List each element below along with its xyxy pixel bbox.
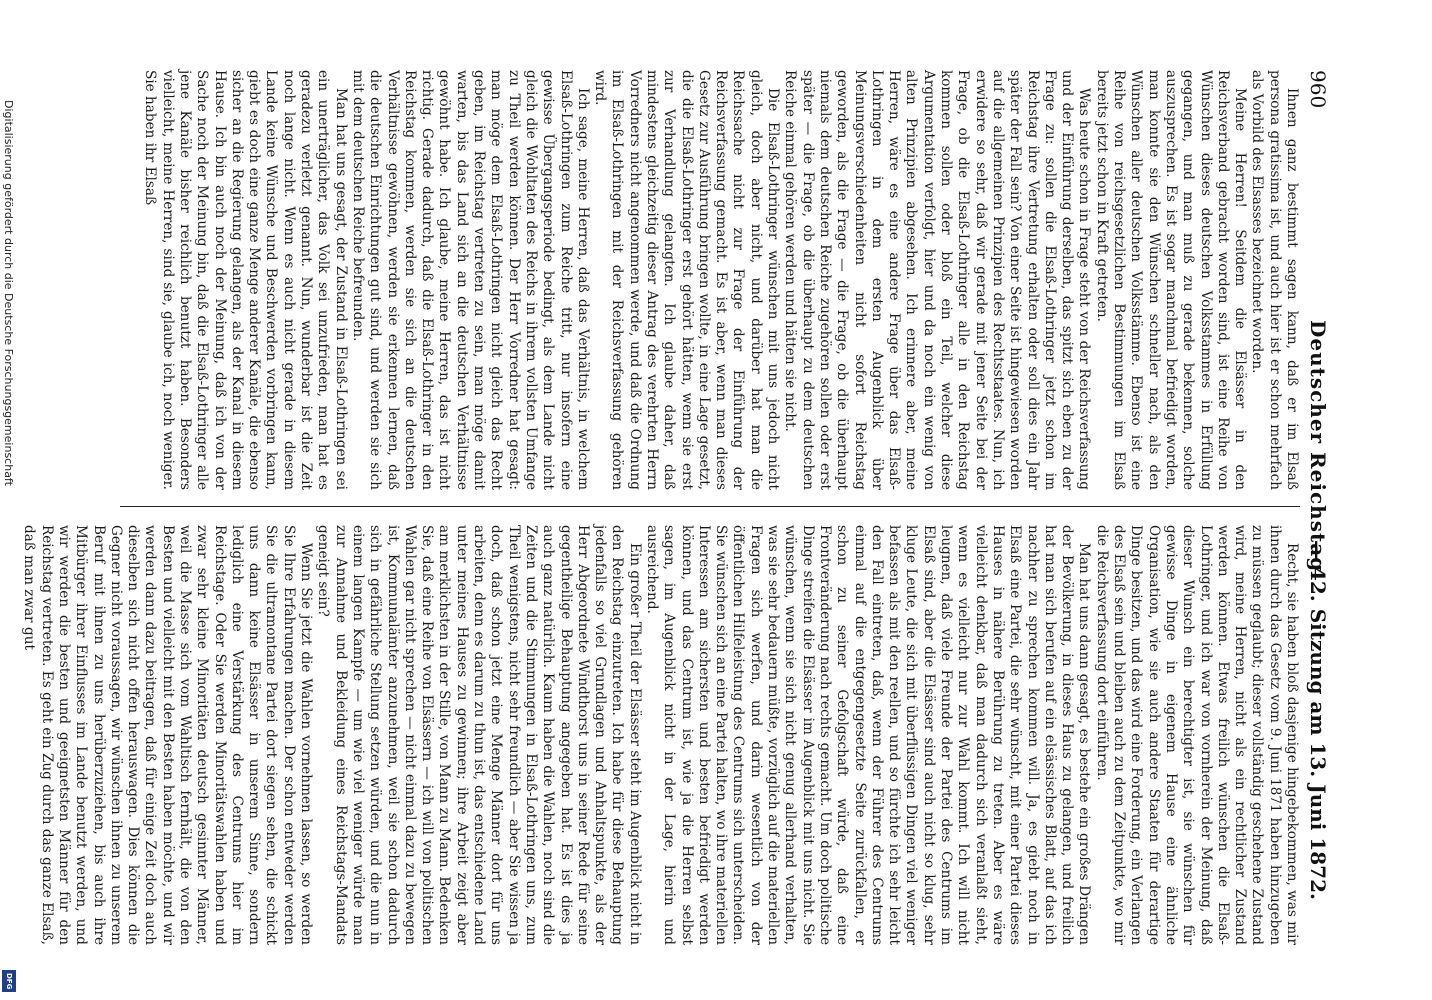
session-title: — 42. Sitzung am 13. Juni 1872. — [1306, 540, 1330, 900]
paragraph: Meine Herren! Seitdem die Elsässer in den Reichsverband gebracht worden sind, ist eine Reihe von Wünschen dieses deutschen Volksstammes in Erfüllung gegangen, und man muß zu gerade bekennen, solche auszusprechen. Es ist sogar manchmal befriedigt worden, man konnte sie den Wünschen schneller nach, als den Wünschen aller deutschen Volksstämme. Ebenso ist eine Reihe von reichsgesetzlichen Bestimmungen im Elsaß bereits jetzt schon in Kraft getreten. — [1093, 70, 1249, 490]
publication-title: Deutscher Reichstag. — [1306, 320, 1330, 581]
paragraph: Wenn Sie jetzt die Wahlen vornehmen lassen, so werden Sie Ihre Erfahrungen machen. Der schon entweder werden Sie die ultramontane Partei dort siegen sehen, die schickt uns dann keine Elsässer in unserem Sinne, sondern lediglich eine Verstärkung des Centrums hier im Reichstage. Oder Sie werden Minoritätswahlen haben und zwar sehr kleine Minoritäten deutsch gesinnter Männer, weil die Masse sich vom Wahltisch fernhält, die von den Besten und vielleicht mit den Besten haben möchte, und wir werden dann dazu beitragen, daß für einige Zeit doch auch dieselben sich nicht offen herauswagen. Dies können die Gegner nicht voraussagen, wir wünschen ihnen zu unserem Beruf mit ihnen zu uns herüberzuziehen, bis auch ihre Mitbürger ihrer Einflusses im Lande benutzt werden, und wir werden die besten und geeignetsten Männer für den Reichstag vertreten. Es geht ein Zug durch das ganze Elsaß, daß man zwar gut — [21, 525, 315, 945]
page-number: 960 — [1306, 70, 1330, 109]
paragraph: Die Elsaß-Lothringer wünschen mit uns jedoch nicht gleich, doch aber nicht, und darüber hat man die Reichssache nicht zur Frage der Einführung der Reichsverfassung gemacht. Es ist aber, wenn man dieses Gesetz zur Ausführung bringen wollte, in eine Lage gesetzt, die die Elsaß-Lothringer erst gehört hätten, wenn sie erst zur Verhandlung gelangten. Ich glaube daher, daß mindestens gleichzeitig dieser Antrag des verehrten Herrn Vorredners nicht angenommen werde, und daß die Ordnung im Elsaß-Lothringen mit der Reichsverfassung gehören wird. — [592, 70, 782, 490]
page-header — [1302, 70, 1330, 970]
left-column — [80, 70, 1300, 490]
paragraph: Ihnen ganz bestimmt sagen kann, daß er im Elsaß persona gratissima ist, und auch hier ist er schon mehrfach als Vorbild des Elsasses bezeichnet worden. — [1249, 70, 1300, 490]
paragraph: Man hat uns dann gesagt, es bestehe ein großes Drängen der Bevölkerung, in dieses Haus zu gelangen, und freilich hat man sich berufen auf ein elsässisches Blatt, auf das ich nachher zu sprechen kommen will. Ja, es giebt noch in Elsaß eine Partei, die sehr wünscht, mit einer Partei dieses Hauses in nähere Berührung zu treten. Aber es wäre vielleicht denkbar, daß man dadurch sich veranlaßt sieht, wenn es vielleicht nur zur Wahl kommt. Ich will nicht leugnen, daß viele Freunde der Partei des Centrums im Elsaß sind, aber die Elsässer sind auch nicht so klug, sehr kluge Leute, die sich mit überflüssigen Dingen viel weniger befassen als mit den reellen, und so fürchte ich sehr leicht den Fall eintreten, daß, wenn der Führer des Centrums einmal auf die entgegengesetzte Seite zurückfallen, er schon zu seiner Gefolgschaft würde, daß eine Frontveränderung nach rechts gemacht. Um doch politische Dinge streifen die Elsässer im Augenblick mit uns nicht. Sie wünschen, wenn sie sich nicht genug allerhand verhalten, was sie sehr bedauern müßte, vorzüglich auf die materiellen Fragen sich werfen, und darin wesentlich von der öffentlichen Hilfeleistung des Centrums sich unterscheiden. Sie wünschen sich an eine Partei halten, wo ihre materiellen Interessen am sichersten und besten befriedigt werden können, und das Centrum ist, wie ja die Herren selbst sagen, im Augenblick nicht in der Lage, hierin und ausreichend. — [644, 525, 1093, 945]
digitization-credit: Digitalisierung gefördert durch die Deutsche Forschungsgemeinschaft — [2, 100, 15, 486]
paragraph: Ich sage, meine Herren, daß das Verhältnis, in welchem Elsaß-Lothringen zum Reiche tritt, nur insofern eine gewisse Übergangsperiode bedingt, als dem Lande nicht gleich die Wohltaten des Reichs in ihrem vollsten Umfange zu Theil werden können. Der Herr Vorredner hat gesagt: man möge dem Elsaß-Lothringen nicht gleich das Recht geben, im Reichstag vertreten zu sein, man möge damit warten, bis das Land sich an die deutschen Verhältnisse gewöhnt habe. Ich glaube, meine Herren, das ist nicht richtig. Gerade dadurch, daß die Elsaß-Lothringer in den Reichstag kommen, werden sie sich an die deutschen Verhältnisse gewöhnen, werden sie erkennen lernen, daß die deutschen Einrichtungen gut sind, und werden sie sich mit dem deutschen Reiche befreunden. — [349, 70, 591, 490]
paragraph: Recht, sie haben bloß dasjenige hingebekommen, was mir ihnen durch das Gesetz vom 9. Juni 1871 haben hinzugeben zu müssen geglaubt; dieser vollständig geschehene Zustand wird, meine Herren, nicht als ein rechtlicher Zustand werden können. Etwas freilich wünschen die Elsaß-Lothringer, und ich war von vornherein der Meinung, daß dieser Wunsch ein berechtigter ist, sie wünschen für gewisse Dinge in eigenem Hause eine ähnliche Organisation, wie sie auch andere Staaten für derartige Dinge besitzen, und das wird eine Forderung, ein Verlangen des Elsaß sein und bleiben auch zu dem Zeitpunkte, wo mir die Reichsverfassung dort einführen. — [1093, 525, 1300, 945]
right-column — [21, 525, 1300, 945]
column-divider — [120, 506, 1300, 507]
paragraph: Ein großer Theil der Elsässer steht im Augenblick nicht in den Reichstag einzutreten. Ich habe für diese Behauptung jedenfalls so viel Grundlagen und Anhaltspunkte, als der Herr Abgeordnete Windthorst uns in seiner Rede für seine gegentheilige Behauptung angegeben hat. Es ist dies ja auch ganz natürlich. Kaum haben die Wahlen, noch sind die Zeiten und die Stimmungen in Elsaß-Lothringen uns, zum Theil wenigstens, nicht sehr freundlich — aber Sie wissen ja doch, daß schon jetzt eine Menge Männer dort für uns arbeiten, denn es darum zu thun ist, das entschiedene Land unter meines Hauses zu gewinnen; ihre Arbeit zeigt aber am merklichsten in der Stille, von Mann zu Mann. Bedenken Sie, daß eine Reihe von Elsässern — ich will von politischen Wahlen gar nicht sprechen — nicht einmal dazu zu bewegen ist, Kommunalämter anzunehmen, weil sie schon dadurch sich in gefährliche Stellung setzen würden, und die nun in einem langen Kampfe — um wie viel weniger würde man zur Annahme und Bekleidung eines Reichstags-Mandats geneigt sein? — [315, 525, 643, 945]
paragraph: Was heute schon in Frage steht von der Reichsverfassung und der Einführung derselben, das spitzt sich eben zu der Frage zu: sollen die Elsaß-Lothringer jetzt schon im Reichstag ihre Vertretung erhalten oder soll dies ein Jahr später der Fall sein? Von einer Seite ist hingewiesen worden auf die allgemeinen Prinzipien des Rechtsstaates. Nun, ich erwidere so sehr, daß wir gerade mit jener Seite bei der Frage, ob die Elsaß-Lothringer alle in den Reichstag kommen sollen oder bloß ein Teil, welcher diese Argumentation verfolgt, hier und da noch ein wenig von alten Prinzipien abgesehen. Ich erinnere aber, meine Herren, wäre es eine andere Frage über das Elsaß-Lothringen in dem ersten Augenblick über Meinungsverschiedenheiten nicht sofort Reichstag geworden, als die Frage — die Frage, ob die überhaupt niemals dem deutschen Reiche zugehören sollen oder erst später — die Frage, ob die überhaupt zu dem deutschen Reiche einmal gehören werden und hätten sie nicht. — [782, 70, 1093, 490]
rotated-content — [21, 70, 1330, 970]
dfg-logo: DFG — [2, 970, 16, 992]
paragraph: Man hat uns gesagt, der Zustand in Elsaß-Lothringen sei ein unerträglicher, das Volk sei unzufrieden, man hat es geradezu verletzt genannt. Nun, wunderbar ist die Zeit noch lange nicht. Wenn es auch nicht gerade in diesem Lande keine Wünsche und Beschwerden vorbringen kann, giebt es doch eine ganze Menge anderer Kanäle, die ebenso sicher an die Regierung gelangen, als der Kanal in diesem Hause. Ich bin auch noch der Meinung, daß ich von der Sache noch der Meinung bin, daß die Elsaß-Lothringer alle jene Kanäle bisher reichlich benutzt haben. Besonders vielleicht, meine Herren, sind sie, glaube ich, noch weniger. Sie haben ihr Elsaß — [142, 70, 349, 490]
